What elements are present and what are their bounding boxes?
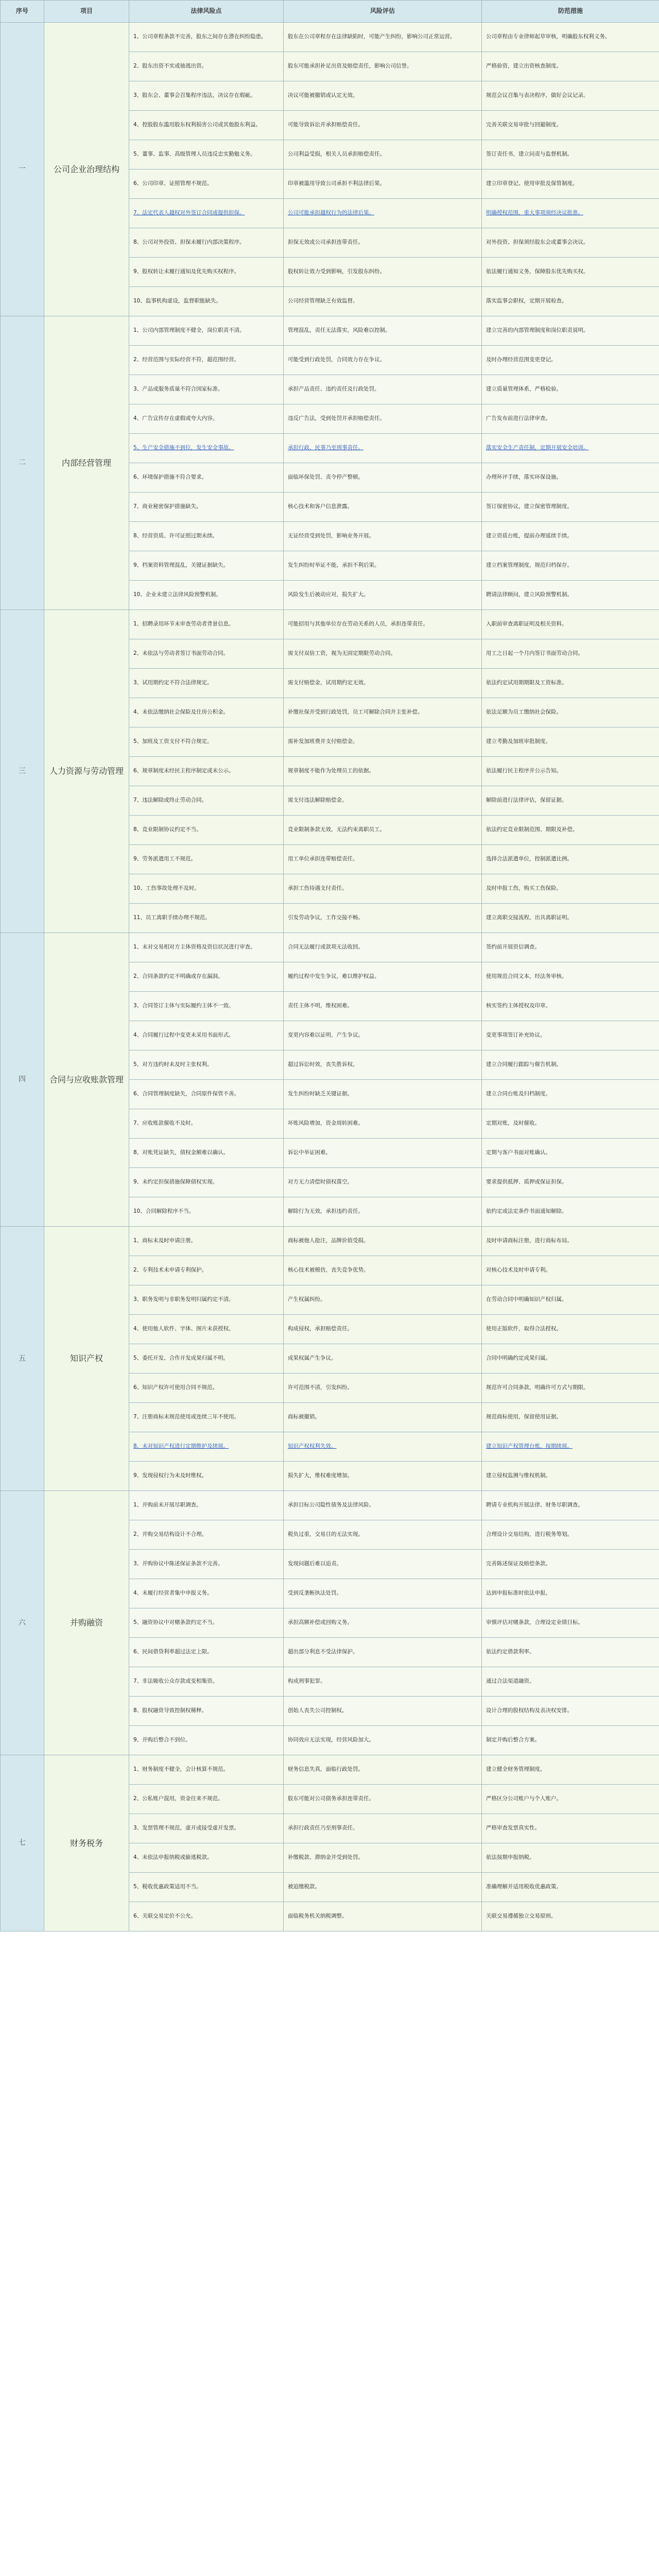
section-number: 四 xyxy=(1,933,44,1227)
risk-assessment-cell: 承担行政、民事乃至刑事责任。 xyxy=(284,434,482,463)
prevention-cell: 签订责任书，建立问责与监督机制。 xyxy=(482,140,659,170)
risk-assessment-cell: 对方无力清偿时债权落空。 xyxy=(284,1168,482,1197)
legal-risk-cell: 6、规章制度未经民主程序制定或未公示。 xyxy=(129,757,284,786)
risk-assessment-cell: 变更内容难以证明，产生争议。 xyxy=(284,1021,482,1050)
prevention-cell: 解除前进行法律评估，保留证据。 xyxy=(482,786,659,816)
prevention-cell: 定期与客户书面对账确认。 xyxy=(482,1139,659,1168)
prevention-cell: 规范商标使用，保留使用证据。 xyxy=(482,1403,659,1432)
prevention-cell: 及时申报工伤，购买工伤保险。 xyxy=(482,874,659,904)
risk-assessment-cell: 成果权属产生争议。 xyxy=(284,1344,482,1374)
legal-risk-cell: 6、民间借贷利率超过法定上限。 xyxy=(129,1638,284,1667)
legal-risk-cell: 3、职务发明与非职务发明归属约定不清。 xyxy=(129,1285,284,1315)
risk-assessment-cell: 损失扩大，维权难度增加。 xyxy=(284,1462,482,1491)
header-seq: 序号 xyxy=(1,1,44,23)
legal-risk-cell: 1、未对交易相对方主体资格及资信状况进行审查。 xyxy=(129,933,284,962)
risk-assessment-cell: 可能导致诉讼并承担赔偿责任。 xyxy=(284,111,482,140)
prevention-cell: 聘请法律顾问，建立风险预警机制。 xyxy=(482,581,659,610)
prevention-cell: 依约定或法定条件书面通知解除。 xyxy=(482,1197,659,1227)
risk-assessment-cell: 合同无法履行或款项无法收回。 xyxy=(284,933,482,962)
section-number: 二 xyxy=(1,316,44,610)
risk-assessment-cell: 构成侵权，承担赔偿责任。 xyxy=(284,1315,482,1344)
table-row xyxy=(1,1227,659,1256)
prevention-cell: 依法按期申报纳税。 xyxy=(482,1843,659,1873)
legal-risk-cell: 3、并购协议中陈述保证条款不完善。 xyxy=(129,1550,284,1579)
risk-assessment-cell: 诉讼中举证困难。 xyxy=(284,1139,482,1168)
risk-assessment-cell: 被追缴税款。 xyxy=(284,1873,482,1902)
legal-risk-cell: 11、员工离职手续办理不规范。 xyxy=(129,904,284,933)
risk-assessment-cell: 知识产权权利失效。 xyxy=(284,1432,482,1462)
risk-assessment-cell: 财务信息失真，面临行政处罚。 xyxy=(284,1755,482,1785)
prevention-cell: 落实监事会职权，定期开展检查。 xyxy=(482,287,659,316)
legal-risk-cell: 3、试用期约定不符合法律规定。 xyxy=(129,669,284,698)
table-body xyxy=(1,23,659,1931)
legal-risk-cell: 10、企业未建立法律风险预警机制。 xyxy=(129,581,284,610)
legal-risk-cell: 8、竞业限制协议约定不当。 xyxy=(129,816,284,845)
risk-assessment-cell: 公司经营管理缺乏有效监督。 xyxy=(284,287,482,316)
risk-assessment-cell: 股东可能承担补足出资及赔偿责任，影响公司信誉。 xyxy=(284,52,482,81)
risk-assessment-cell: 履约过程中发生争议，难以维护权益。 xyxy=(284,962,482,992)
section-project: 知识产权 xyxy=(44,1227,129,1491)
legal-risk-cell: 3、股东会、董事会召集程序违法，决议存在瑕疵。 xyxy=(129,81,284,111)
risk-assessment-cell: 协同效应无法实现，经营风险加大。 xyxy=(284,1726,482,1755)
risk-assessment-cell: 用工单位承担连带赔偿责任。 xyxy=(284,845,482,874)
risk-assessment-cell: 承担目标公司隐性债务及法律风险。 xyxy=(284,1491,482,1520)
prevention-cell: 选择合法派遣单位，控制派遣比例。 xyxy=(482,845,659,874)
risk-assessment-cell: 需支付赔偿金，试用期约定无效。 xyxy=(284,669,482,698)
legal-risk-cell: 6、合同管理制度缺失，合同原件保管不善。 xyxy=(129,1080,284,1109)
prevention-cell: 用工之日起一个月内签订书面劳动合同。 xyxy=(482,639,659,669)
legal-risk-cell: 4、合同履行过程中变更未采用书面形式。 xyxy=(129,1021,284,1050)
prevention-cell: 签订保密协议，建立保密管理制度。 xyxy=(482,493,659,522)
risk-assessment-cell: 发生纠纷时缺乏关键证据。 xyxy=(284,1080,482,1109)
legal-risk-cell: 9、并购后整合不到位。 xyxy=(129,1726,284,1755)
prevention-cell: 准确理解并适用税收优惠政策。 xyxy=(482,1873,659,1902)
prevention-cell: 使用正版软件，取得合法授权。 xyxy=(482,1315,659,1344)
legal-risk-cell: 5、税收优惠政策适用不当。 xyxy=(129,1873,284,1902)
legal-risk-cell: 4、未依法申报纳税或偷逃税款。 xyxy=(129,1843,284,1873)
prevention-cell: 明确授权范围，重大事项须经决议批准。 xyxy=(482,199,659,228)
prevention-cell: 建立档案管理制度，规范归档保存。 xyxy=(482,551,659,581)
prevention-cell: 建立合同履行跟踪与催告机制。 xyxy=(482,1050,659,1080)
risk-assessment-cell: 承担工伤待遇支付责任。 xyxy=(284,874,482,904)
table-row xyxy=(1,610,659,639)
prevention-cell: 公司章程由专业律师起草审核，明确股东权利义务。 xyxy=(482,23,659,52)
table-row xyxy=(1,1491,659,1520)
prevention-cell: 规范会议召集与表决程序，做好会议记录。 xyxy=(482,81,659,111)
prevention-cell: 使用规范合同文本，经法务审核。 xyxy=(482,962,659,992)
risk-assessment-cell: 担保无效或公司承担连带责任。 xyxy=(284,228,482,258)
header-law: 法律风险点 xyxy=(129,1,284,23)
risk-assessment-cell: 产生权属纠纷。 xyxy=(284,1285,482,1315)
legal-risk-cell: 4、广告宣传存在虚假或夸大内容。 xyxy=(129,404,284,434)
risk-assessment-cell: 风险发生后被动应对，损失扩大。 xyxy=(284,581,482,610)
legal-risk-cell: 9、未约定担保措施保障债权实现。 xyxy=(129,1168,284,1197)
risk-assessment-cell: 股东可能对公司债务承担连带责任。 xyxy=(284,1785,482,1814)
legal-risk-cell: 8、股权融资导致控制权稀释。 xyxy=(129,1697,284,1726)
risk-assessment-cell: 税负过重，交易目的无法实现。 xyxy=(284,1520,482,1550)
prevention-cell: 建立资质台账，提前办理延续手续。 xyxy=(482,522,659,551)
prevention-cell: 完善关联交易审批与回避制度。 xyxy=(482,111,659,140)
prevention-cell: 建立完善的内部管理制度和岗位职责说明。 xyxy=(482,316,659,346)
legal-risk-cell: 7、违法解除或终止劳动合同。 xyxy=(129,786,284,816)
prevention-cell: 合同中明确约定成果归属。 xyxy=(482,1344,659,1374)
legal-risk-cell: 2、合同条款约定不明确或存在漏洞。 xyxy=(129,962,284,992)
risk-assessment-cell: 创始人丧失公司控制权。 xyxy=(284,1697,482,1726)
legal-risk-cell: 1、公司内部管理制度不健全，岗位职责不清。 xyxy=(129,316,284,346)
legal-risk-cell: 7、非法吸收公众存款或变相集资。 xyxy=(129,1667,284,1697)
legal-risk-cell: 3、发票管理不规范，虚开或接受虚开发票。 xyxy=(129,1814,284,1843)
risk-assessment-cell: 面临环保处罚、责令停产整顿。 xyxy=(284,463,482,493)
prevention-cell: 依法约定借款利率。 xyxy=(482,1638,659,1667)
risk-assessment-cell: 违反广告法，受到处罚并承担赔偿责任。 xyxy=(284,404,482,434)
prevention-cell: 达到申报标准时依法申报。 xyxy=(482,1579,659,1608)
risk-assessment-cell: 解除行为无效，承担违约责任。 xyxy=(284,1197,482,1227)
prevention-cell: 依法履行民主程序并公示告知。 xyxy=(482,757,659,786)
legal-risk-cell: 10、工伤事故处理不及时。 xyxy=(129,874,284,904)
table-row xyxy=(1,933,659,962)
prevention-cell: 建立知识产权管理台账，按期续展。 xyxy=(482,1432,659,1462)
prevention-cell: 依法履行通知义务，保障股东优先购买权。 xyxy=(482,258,659,287)
legal-risk-cell: 5、融资协议中对赌条款约定不当。 xyxy=(129,1608,284,1638)
legal-risk-cell: 7、商业秘密保护措施缺失。 xyxy=(129,493,284,522)
prevention-cell: 建立离职交接流程，出具离职证明。 xyxy=(482,904,659,933)
risk-assessment-cell: 公司利益受损，相关人员承担赔偿责任。 xyxy=(284,140,482,170)
prevention-cell: 建立印章登记、使用审批及保管制度。 xyxy=(482,170,659,199)
legal-risk-cell: 9、发现侵权行为未及时维权。 xyxy=(129,1462,284,1491)
prevention-cell: 依法约定试用期期限及工资标准。 xyxy=(482,669,659,698)
legal-risk-cell: 8、未对知识产权进行定期维护及续展。 xyxy=(129,1432,284,1462)
risk-assessment-cell: 面临税务机关纳税调整。 xyxy=(284,1902,482,1931)
legal-risk-cell: 8、经营资质、许可证照过期未续。 xyxy=(129,522,284,551)
legal-risk-cell: 6、关联交易定价不公允。 xyxy=(129,1902,284,1931)
prevention-cell: 定期对账，及时催收。 xyxy=(482,1109,659,1139)
legal-risk-cell: 6、知识产权许可使用合同不规范。 xyxy=(129,1374,284,1403)
risk-assessment-cell: 公司可能承担越权行为的法律后果。 xyxy=(284,199,482,228)
table-row xyxy=(1,23,659,52)
legal-risk-cell: 2、股东出资不实或抽逃出资。 xyxy=(129,52,284,81)
risk-assessment-cell: 承担高额补偿或回购义务。 xyxy=(284,1608,482,1638)
legal-risk-cell: 1、公司章程条款不完善，股东之间存在潜在纠纷隐患。 xyxy=(129,23,284,52)
section-number: 六 xyxy=(1,1491,44,1755)
legal-risk-cell: 10、合同解除程序不当。 xyxy=(129,1197,284,1227)
risk-assessment-cell: 坏账风险增加，资金周转困难。 xyxy=(284,1109,482,1139)
risk-assessment-cell: 引发劳动争议，工作交接不畅。 xyxy=(284,904,482,933)
prevention-cell: 建立合同台账及归档制度。 xyxy=(482,1080,659,1109)
prevention-cell: 制定并购后整合方案。 xyxy=(482,1726,659,1755)
legal-risk-cell: 1、并购前未开展尽职调查。 xyxy=(129,1491,284,1520)
legal-risk-cell: 2、经营范围与实际经营不符，超范围经营。 xyxy=(129,346,284,375)
prevention-cell: 合理设计交易结构，进行税务筹划。 xyxy=(482,1520,659,1550)
legal-risk-cell: 4、未履行经营者集中申报义务。 xyxy=(129,1579,284,1608)
prevention-cell: 通过合法渠道融资。 xyxy=(482,1667,659,1697)
header-risk: 风险评估 xyxy=(284,1,482,23)
legal-risk-cell: 2、公私账户混用，资金往来不规范。 xyxy=(129,1785,284,1814)
prevention-cell: 审慎评估对赌条款，合理设定业绩目标。 xyxy=(482,1608,659,1638)
risk-assessment-cell: 发生纠纷时举证不能，承担不利后果。 xyxy=(284,551,482,581)
prevention-cell: 及时办理经营范围变更登记。 xyxy=(482,346,659,375)
legal-risk-cell: 8、对账凭证缺失，债权金额难以确认。 xyxy=(129,1139,284,1168)
risk-assessment-cell: 无证经营受到处罚，影响业务开展。 xyxy=(284,522,482,551)
risk-assessment-cell: 可能受到行政处罚，合同效力存在争议。 xyxy=(284,346,482,375)
legal-risk-cell: 2、并购交易结构设计不合理。 xyxy=(129,1520,284,1550)
legal-risk-cell: 5、董事、监事、高级管理人员违反忠实勤勉义务。 xyxy=(129,140,284,170)
prevention-cell: 广告发布前进行法律审查。 xyxy=(482,404,659,434)
risk-assessment-cell: 需补发加班费并支付赔偿金。 xyxy=(284,727,482,757)
risk-assessment-cell: 补缴社保并受到行政处罚，员工可解除合同并主张补偿。 xyxy=(284,698,482,727)
legal-risk-cell: 9、劳务派遣用工不规范。 xyxy=(129,845,284,874)
prevention-cell: 严格验资，建立出资核查制度。 xyxy=(482,52,659,81)
legal-risk-cell: 1、招聘录用环节未审查劳动者背景信息。 xyxy=(129,610,284,639)
prevention-cell: 入职前审查离职证明及相关资料。 xyxy=(482,610,659,639)
section-project: 合同与应收账款管理 xyxy=(44,933,129,1227)
prevention-cell: 关联交易遵循独立交易原则。 xyxy=(482,1902,659,1931)
legal-risk-cell: 4、未依法缴纳社会保险及住房公积金。 xyxy=(129,698,284,727)
legal-risk-cell: 6、环境保护措施不符合要求。 xyxy=(129,463,284,493)
prevention-cell: 及时申请商标注册，进行商标布局。 xyxy=(482,1227,659,1256)
risk-assessment-cell: 商标被撤销。 xyxy=(284,1403,482,1432)
prevention-cell: 办理环评手续，落实环保设施。 xyxy=(482,463,659,493)
prevention-cell: 建立侵权监测与维权机制。 xyxy=(482,1462,659,1491)
risk-assessment-cell: 超过诉讼时效，丧失胜诉权。 xyxy=(284,1050,482,1080)
prevention-cell: 严格审查发票真实性。 xyxy=(482,1814,659,1843)
risk-assessment-cell: 管理混乱，责任无法落实，风险难以控制。 xyxy=(284,316,482,346)
legal-risk-cell: 4、控股股东滥用股东权利损害公司或其他股东利益。 xyxy=(129,111,284,140)
prevention-cell: 依法足额为员工缴纳社会保险。 xyxy=(482,698,659,727)
legal-risk-cell: 5、生产安全措施不到位，发生安全事故。 xyxy=(129,434,284,463)
prevention-cell: 对核心技术及时申请专利。 xyxy=(482,1256,659,1285)
prevention-cell: 完善陈述保证及赔偿条款。 xyxy=(482,1550,659,1579)
legal-risk-cell: 1、商标未及时申请注册。 xyxy=(129,1227,284,1256)
prevention-cell: 核实签约主体授权及印章。 xyxy=(482,992,659,1021)
prevention-cell: 建立健全财务管理制度。 xyxy=(482,1755,659,1785)
risk-assessment-cell: 责任主体不明，维权困难。 xyxy=(284,992,482,1021)
table-header-row xyxy=(1,1,659,23)
header-prevention: 防范措施 xyxy=(482,1,659,23)
risk-assessment-cell: 需支付双倍工资，视为无固定期限劳动合同。 xyxy=(284,639,482,669)
legal-risk-cell: 5、对方违约时未及时主张权利。 xyxy=(129,1050,284,1080)
table-row xyxy=(1,316,659,346)
prevention-cell: 要求提供抵押、质押或保证担保。 xyxy=(482,1168,659,1197)
prevention-cell: 落实安全生产责任制，定期开展安全培训。 xyxy=(482,434,659,463)
legal-risk-cell: 7、法定代表人越权对外签订合同或提供担保。 xyxy=(129,199,284,228)
risk-assessment-cell: 核心技术被模仿，丧失竞争优势。 xyxy=(284,1256,482,1285)
section-number: 一 xyxy=(1,23,44,316)
prevention-cell: 聘请专业机构开展法律、财务尽职调查。 xyxy=(482,1491,659,1520)
risk-assessment-cell: 许可范围不清，引发纠纷。 xyxy=(284,1374,482,1403)
legal-risk-cell: 1、财务制度不健全，会计核算不规范。 xyxy=(129,1755,284,1785)
legal-risk-cell: 5、加班及工资支付不符合规定。 xyxy=(129,727,284,757)
section-number: 三 xyxy=(1,610,44,933)
legal-risk-cell: 7、注册商标未规范使用或连续三年不使用。 xyxy=(129,1403,284,1432)
risk-assessment-cell: 可能招用与其他单位存在劳动关系的人员，承担连带责任。 xyxy=(284,610,482,639)
prevention-cell: 在劳动合同中明确知识产权归属。 xyxy=(482,1285,659,1315)
risk-assessment-cell: 股权转让效力受到影响，引发股东纠纷。 xyxy=(284,258,482,287)
prevention-cell: 建立质量管理体系，严格检验。 xyxy=(482,375,659,404)
risk-assessment-cell: 印章被滥用导致公司承担不利法律后果。 xyxy=(284,170,482,199)
section-project: 财务税务 xyxy=(44,1755,129,1931)
legal-risk-cell: 9、档案资料管理混乱，关键证据缺失。 xyxy=(129,551,284,581)
legal-risk-cell: 10、监事机构虚设，监督职能缺失。 xyxy=(129,287,284,316)
section-project: 人力资源与劳动管理 xyxy=(44,610,129,933)
legal-risk-cell: 3、产品或服务质量不符合国家标准。 xyxy=(129,375,284,404)
legal-risk-cell: 4、使用他人软件、字体、图片未获授权。 xyxy=(129,1315,284,1344)
prevention-cell: 依法约定竞业限制范围、期限及补偿。 xyxy=(482,816,659,845)
risk-assessment-cell: 核心技术和客户信息泄露。 xyxy=(284,493,482,522)
section-project: 公司企业治理结构 xyxy=(44,23,129,316)
section-number: 七 xyxy=(1,1755,44,1931)
risk-assessment-cell: 构成刑事犯罪。 xyxy=(284,1667,482,1697)
legal-risk-cell: 2、专利技术未申请专利保护。 xyxy=(129,1256,284,1285)
prevention-cell: 规范许可合同条款，明确许可方式与期限。 xyxy=(482,1374,659,1403)
prevention-cell: 严格区分公司账户与个人账户。 xyxy=(482,1785,659,1814)
risk-assessment-cell: 商标被他人抢注，品牌价值受损。 xyxy=(284,1227,482,1256)
risk-assessment-cell: 需支付违法解除赔偿金。 xyxy=(284,786,482,816)
prevention-cell: 建立考勤及加班审批制度。 xyxy=(482,727,659,757)
header-project: 项目 xyxy=(44,1,129,23)
risk-assessment-cell: 竞业限制条款无效，无法约束离职员工。 xyxy=(284,816,482,845)
legal-risk-cell: 7、应收账款催收不及时。 xyxy=(129,1109,284,1139)
risk-assessment-cell: 承担行政责任乃至刑事责任。 xyxy=(284,1814,482,1843)
risk-assessment-cell: 决议可能被撤销或认定无效。 xyxy=(284,81,482,111)
section-project: 并购融资 xyxy=(44,1491,129,1755)
risk-assessment-cell: 股东在公司章程存在法律缺陷时，可能产生纠纷，影响公司正常运营。 xyxy=(284,23,482,52)
legal-risk-cell: 6、公司印章、证照管理不规范。 xyxy=(129,170,284,199)
section-number: 五 xyxy=(1,1227,44,1491)
legal-risk-cell: 3、合同签订主体与实际履约主体不一致。 xyxy=(129,992,284,1021)
risk-assessment-cell: 承担产品责任、违约责任及行政处罚。 xyxy=(284,375,482,404)
prevention-cell: 变更事项签订补充协议。 xyxy=(482,1021,659,1050)
prevention-cell: 设计合理的股权结构及表决权安排。 xyxy=(482,1697,659,1726)
legal-risk-cell: 8、公司对外投资、担保未履行内部决策程序。 xyxy=(129,228,284,258)
prevention-cell: 对外投资、担保须经股东会或董事会决议。 xyxy=(482,228,659,258)
risk-assessment-cell: 发现问题后难以追责。 xyxy=(284,1550,482,1579)
section-project: 内部经营管理 xyxy=(44,316,129,610)
legal-risk-cell: 9、股权转让未履行通知及优先购买权程序。 xyxy=(129,258,284,287)
risk-assessment-cell: 补缴税款、滞纳金并受到处罚。 xyxy=(284,1843,482,1873)
prevention-cell: 签约前开展资信调查。 xyxy=(482,933,659,962)
table-row xyxy=(1,1755,659,1785)
legal-risk-cell: 2、未依法与劳动者签订书面劳动合同。 xyxy=(129,639,284,669)
risk-assessment-cell: 规章制度不能作为处理员工的依据。 xyxy=(284,757,482,786)
risk-assessment-cell: 受到反垄断执法处罚。 xyxy=(284,1579,482,1608)
legal-risk-cell: 5、委托开发、合作开发成果归属不明。 xyxy=(129,1344,284,1374)
risk-assessment-cell: 超出部分利息不受法律保护。 xyxy=(284,1638,482,1667)
